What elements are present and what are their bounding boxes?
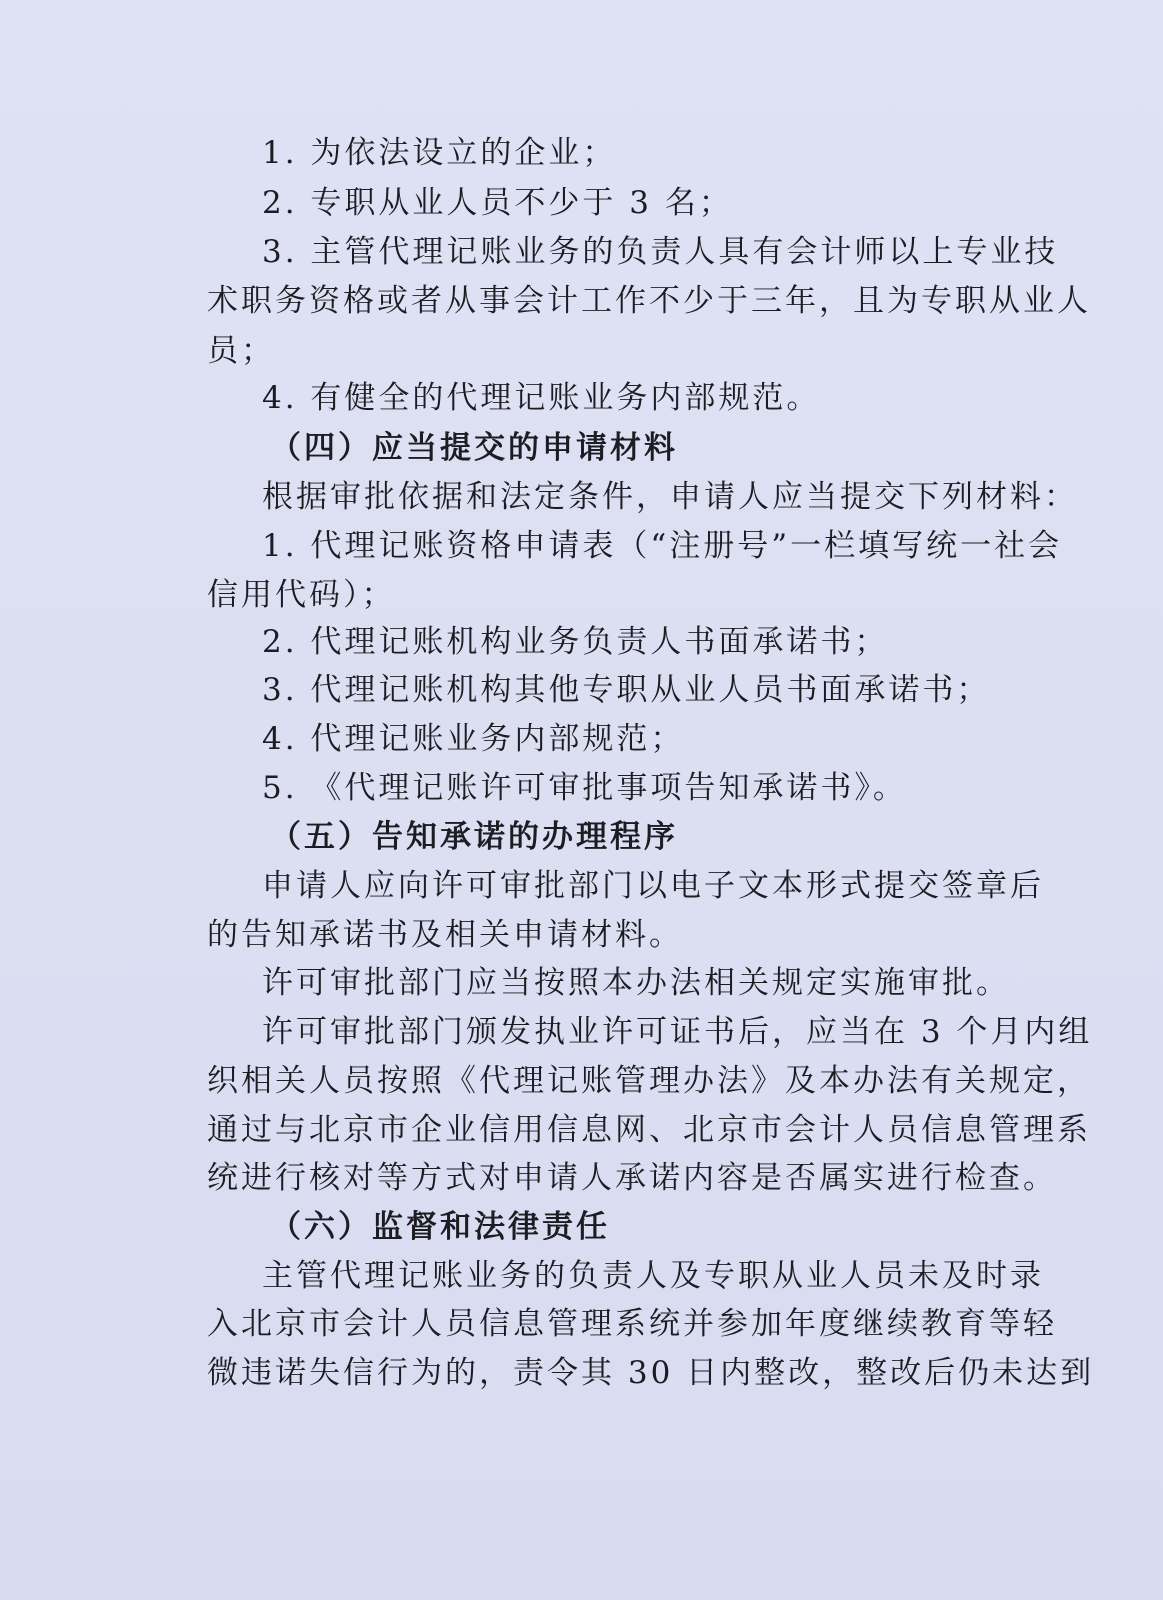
- paragraph-line: 主管代理记账业务的负责人及专职从业人员未及时录: [262, 1258, 1044, 1294]
- paragraph-line: 的告知承诺书及相关申请材料。: [207, 917, 683, 953]
- section-heading: （五）告知承诺的办理程序: [270, 819, 678, 855]
- paragraph-line: 申请人应向许可审批部门以电子文本形式提交签章后: [262, 868, 1044, 904]
- list-item: 4. 有健全的代理记账业务内部规范。: [262, 380, 821, 416]
- paragraph-line: 员；: [207, 333, 275, 369]
- list-item: 2. 专职从业人员不少于 3 名；: [262, 185, 733, 221]
- paragraph-line: 术职务资格或者从事会计工作不少于三年，且为专职从业人: [207, 283, 1091, 319]
- paragraph-line: 通过与北京市企业信用信息网、北京市会计人员信息管理系: [207, 1112, 1091, 1148]
- paragraph-line: 许可审批部门应当按照本办法相关规定实施审批。: [262, 965, 1010, 1001]
- list-item: 1. 为依法设立的企业；: [262, 135, 617, 171]
- list-item: 3. 主管代理记账业务的负责人具有会计师以上专业技: [262, 234, 1059, 270]
- paragraph-line: 织相关人员按照《代理记账管理办法》及本办法有关规定，: [207, 1063, 1091, 1099]
- paragraph-line: 根据审批依据和法定条件，申请人应当提交下列材料：: [262, 479, 1078, 515]
- paragraph-line: 微违诺失信行为的，责令其 30 日内整改，整改后仍未达到: [207, 1355, 1095, 1391]
- section-heading: （六）监督和法律责任: [270, 1209, 610, 1245]
- list-item: 1. 代理记账资格申请表（“注册号”一栏填写统一社会: [262, 528, 1063, 564]
- list-item: 2. 代理记账机构业务负责人书面承诺书；: [262, 624, 889, 660]
- list-item: 5. 《代理记账许可审批事项告知承诺书》。: [262, 770, 907, 806]
- paragraph-line: 统进行核对等方式对申请人承诺内容是否属实进行检查。: [207, 1160, 1057, 1196]
- list-item: 3. 代理记账机构其他专职从业人员书面承诺书；: [262, 672, 991, 708]
- paragraph-line: 入北京市会计人员信息管理系统并参加年度继续教育等轻: [207, 1306, 1057, 1342]
- list-item: 4. 代理记账业务内部规范；: [262, 721, 685, 757]
- paragraph-line: 许可审批部门颁发执业许可证书后，应当在 3 个月内组: [262, 1014, 1093, 1050]
- section-heading: （四）应当提交的申请材料: [270, 430, 678, 466]
- paragraph-line: 信用代码）；: [207, 577, 396, 613]
